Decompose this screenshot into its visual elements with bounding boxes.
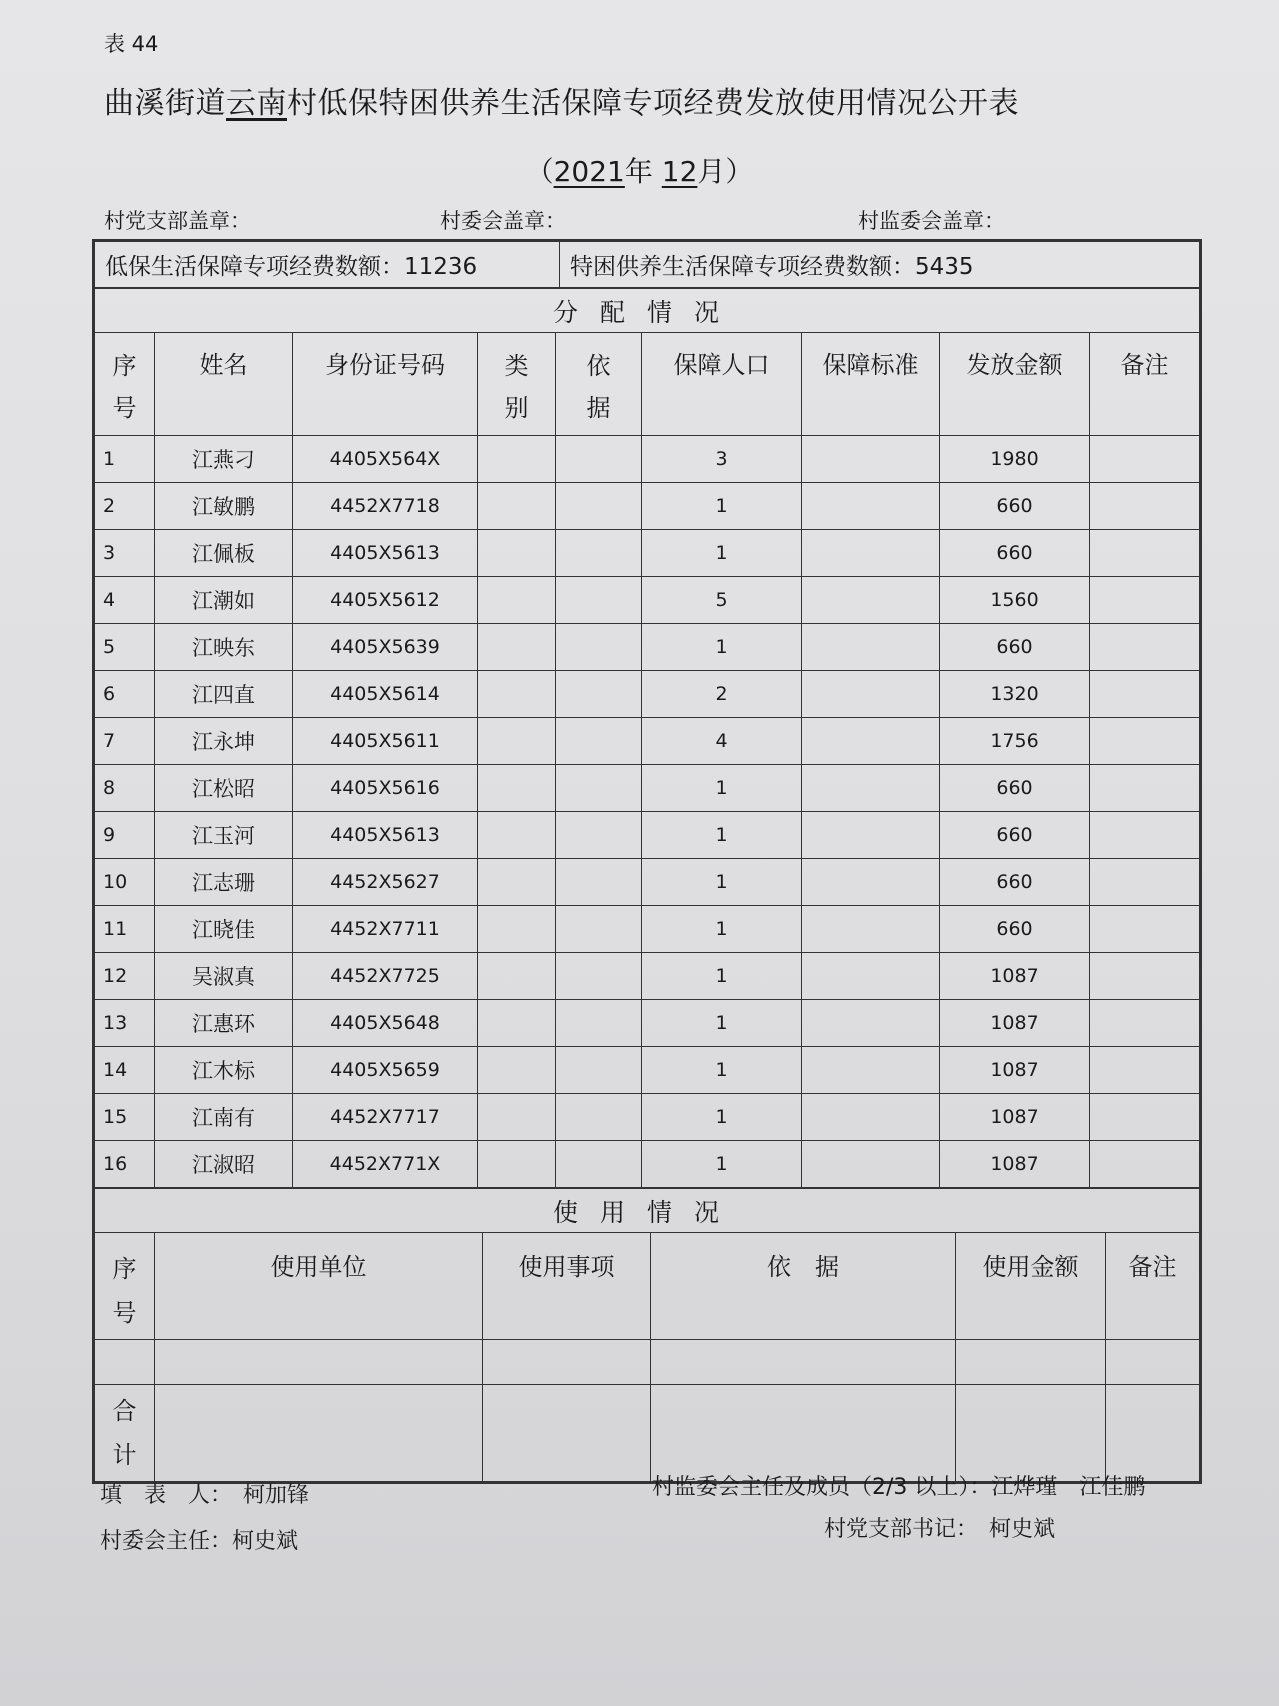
- row-seq: 4: [95, 577, 155, 624]
- table-row: [95, 624, 1200, 671]
- usage-header-seq: 序 号: [95, 1233, 155, 1340]
- row-note: [1090, 1047, 1200, 1094]
- row-basis: [556, 1094, 642, 1141]
- row-seq: 6: [95, 671, 155, 718]
- row-standard: [802, 812, 940, 859]
- row-basis: [556, 1000, 642, 1047]
- row-people: 1: [642, 906, 802, 953]
- row-type: [478, 436, 556, 483]
- main-table-frame: [92, 239, 1202, 1484]
- row-name: 江惠环: [155, 1000, 293, 1047]
- document-title: [104, 78, 1019, 122]
- row-name: 江松昭: [155, 765, 293, 812]
- row-type: [478, 1047, 556, 1094]
- row-seq: 16: [95, 1141, 155, 1188]
- row-amount: 660: [940, 624, 1090, 671]
- row-amount: 1980: [940, 436, 1090, 483]
- row-people: 1: [642, 483, 802, 530]
- usage-header-unit: 使用单位: [155, 1233, 483, 1340]
- row-amount: 660: [940, 530, 1090, 577]
- row-note: [1090, 1141, 1200, 1188]
- row-id: 4452X7717: [293, 1094, 478, 1141]
- fund-table: [94, 241, 1200, 288]
- row-seq: 12: [95, 953, 155, 1000]
- row-id: 4452X7725: [293, 953, 478, 1000]
- row-id: 4405X5616: [293, 765, 478, 812]
- row-basis: [556, 718, 642, 765]
- table-row: [95, 718, 1200, 765]
- row-type: [478, 1000, 556, 1047]
- supervision-members-signature: 村监委会主任及成员（2/3 以上）：江烨瑾 江佳鹏: [652, 1475, 1146, 1500]
- table-row: [95, 436, 1200, 483]
- row-seq: 10: [95, 859, 155, 906]
- row-seq: 15: [95, 1094, 155, 1141]
- row-standard: [802, 953, 940, 1000]
- row-standard: [802, 1000, 940, 1047]
- header-id: 身份证号码: [293, 333, 478, 436]
- header-name: 姓名: [155, 333, 293, 436]
- row-standard: [802, 906, 940, 953]
- row-basis: [556, 436, 642, 483]
- row-standard: [802, 624, 940, 671]
- row-note: [1090, 436, 1200, 483]
- row-name: 江四直: [155, 671, 293, 718]
- row-people: 4: [642, 718, 802, 765]
- row-basis: [556, 1141, 642, 1188]
- row-amount: 1087: [940, 953, 1090, 1000]
- row-people: 3: [642, 436, 802, 483]
- row-standard: [802, 859, 940, 906]
- row-note: [1090, 530, 1200, 577]
- row-amount: 660: [940, 483, 1090, 530]
- row-people: 2: [642, 671, 802, 718]
- row-type: [478, 765, 556, 812]
- usage-header-note: 备注: [1106, 1233, 1200, 1340]
- row-name: 江永坤: [155, 718, 293, 765]
- row-basis: [556, 624, 642, 671]
- row-people: 1: [642, 1141, 802, 1188]
- date-year: 2021: [553, 155, 625, 188]
- header-people: 保障人口: [642, 333, 802, 436]
- committee-director-signature: 村委会主任：柯史斌: [100, 1529, 299, 1554]
- row-name: 江木标: [155, 1047, 293, 1094]
- row-basis: [556, 953, 642, 1000]
- row-amount: 660: [940, 765, 1090, 812]
- table-row: [95, 1141, 1200, 1188]
- row-id: 4452X7718: [293, 483, 478, 530]
- date-open: （: [525, 155, 554, 188]
- row-name: 江燕刁: [155, 436, 293, 483]
- distribution-table: [94, 288, 1200, 1188]
- row-people: 1: [642, 530, 802, 577]
- header-seq: 序 号: [95, 333, 155, 436]
- title-prefix: 曲溪街道: [104, 86, 226, 121]
- row-seq: 1: [95, 436, 155, 483]
- row-type: [478, 671, 556, 718]
- row-seq: 9: [95, 812, 155, 859]
- table-row: [95, 577, 1200, 624]
- title-suffix: 村低保特困供养生活保障专项经费发放使用情况公开表: [287, 86, 1019, 121]
- row-type: [478, 812, 556, 859]
- table-row: [95, 530, 1200, 577]
- row-name: 江淑昭: [155, 1141, 293, 1188]
- row-id: 4405X5648: [293, 1000, 478, 1047]
- row-note: [1090, 765, 1200, 812]
- row-basis: [556, 530, 642, 577]
- date-close: ）: [725, 155, 754, 188]
- distribution-section-title: 分配情况: [95, 289, 1200, 333]
- row-id: 4452X7711: [293, 906, 478, 953]
- row-name: 江玉河: [155, 812, 293, 859]
- table-row: [95, 1000, 1200, 1047]
- row-name: 江佩板: [155, 530, 293, 577]
- row-standard: [802, 1047, 940, 1094]
- row-amount: 1087: [940, 1000, 1090, 1047]
- row-note: [1090, 1094, 1200, 1141]
- row-note: [1090, 953, 1200, 1000]
- distribution-header-row: [95, 333, 1200, 436]
- row-name: 江南有: [155, 1094, 293, 1141]
- supervision-seal-label: 村监委会盖章：: [858, 209, 1005, 233]
- row-standard: [802, 483, 940, 530]
- row-basis: [556, 483, 642, 530]
- row-id: 4405X5613: [293, 530, 478, 577]
- row-id: 4405X5659: [293, 1047, 478, 1094]
- row-note: [1090, 859, 1200, 906]
- row-seq: 2: [95, 483, 155, 530]
- header-note: 备注: [1090, 333, 1200, 436]
- row-note: [1090, 624, 1200, 671]
- usage-table: [94, 1188, 1200, 1482]
- usage-header-row: [95, 1233, 1200, 1340]
- row-name: 江志珊: [155, 859, 293, 906]
- row-people: 1: [642, 953, 802, 1000]
- row-standard: [802, 1141, 940, 1188]
- row-basis: [556, 671, 642, 718]
- committee-seal-label: 村委会盖章：: [440, 209, 566, 233]
- table-row: [95, 1047, 1200, 1094]
- row-amount: 1087: [940, 1047, 1090, 1094]
- row-type: [478, 1094, 556, 1141]
- row-basis: [556, 1047, 642, 1094]
- row-note: [1090, 1000, 1200, 1047]
- row-standard: [802, 718, 940, 765]
- row-people: 1: [642, 1000, 802, 1047]
- row-standard: [802, 436, 940, 483]
- row-type: [478, 624, 556, 671]
- header-amount: 发放金额: [940, 333, 1090, 436]
- row-amount: 1087: [940, 1094, 1090, 1141]
- table-row: [95, 906, 1200, 953]
- row-people: 1: [642, 624, 802, 671]
- row-people: 1: [642, 1094, 802, 1141]
- party-seal-label: 村党支部盖章：: [104, 209, 251, 233]
- row-seq: 11: [95, 906, 155, 953]
- report-period: [0, 150, 1279, 190]
- row-type: [478, 483, 556, 530]
- title-village: 云南: [226, 86, 287, 121]
- row-basis: [556, 577, 642, 624]
- row-note: [1090, 483, 1200, 530]
- row-people: 5: [642, 577, 802, 624]
- row-id: 4405X564X: [293, 436, 478, 483]
- distribution-rows: [95, 436, 1200, 1188]
- row-seq: 8: [95, 765, 155, 812]
- row-seq: 14: [95, 1047, 155, 1094]
- table-row: [95, 812, 1200, 859]
- header-standard: 保障标准: [802, 333, 940, 436]
- row-amount: 1320: [940, 671, 1090, 718]
- dibao-fund: 低保生活保障专项经费数额：11236: [95, 242, 560, 288]
- header-type: 类 别: [478, 333, 556, 436]
- table-row: [95, 953, 1200, 1000]
- row-id: 4405X5639: [293, 624, 478, 671]
- row-people: 1: [642, 1047, 802, 1094]
- usage-section-title: 使用情况: [95, 1189, 1200, 1233]
- row-amount: 660: [940, 812, 1090, 859]
- date-year-unit: 年: [624, 155, 653, 188]
- row-name: 江敏鹏: [155, 483, 293, 530]
- row-people: 1: [642, 812, 802, 859]
- row-type: [478, 906, 556, 953]
- tekun-fund: 特困供养生活保障专项经费数额：5435: [560, 242, 1200, 288]
- row-id: 4405X5611: [293, 718, 478, 765]
- usage-empty-row: [95, 1340, 1200, 1385]
- table-row: [95, 859, 1200, 906]
- row-id: 4405X5613: [293, 812, 478, 859]
- row-amount: 660: [940, 906, 1090, 953]
- usage-total-row: [95, 1385, 1200, 1482]
- row-basis: [556, 859, 642, 906]
- row-name: 江晓佳: [155, 906, 293, 953]
- usage-header-item: 使用事项: [483, 1233, 651, 1340]
- row-standard: [802, 577, 940, 624]
- row-type: [478, 953, 556, 1000]
- row-note: [1090, 577, 1200, 624]
- row-standard: [802, 530, 940, 577]
- row-id: 4405X5614: [293, 671, 478, 718]
- row-amount: 1756: [940, 718, 1090, 765]
- row-note: [1090, 671, 1200, 718]
- row-seq: 5: [95, 624, 155, 671]
- date-month-unit: 月: [697, 155, 726, 188]
- row-name: 江潮如: [155, 577, 293, 624]
- row-basis: [556, 765, 642, 812]
- row-standard: [802, 765, 940, 812]
- row-seq: 13: [95, 1000, 155, 1047]
- row-basis: [556, 906, 642, 953]
- row-name: 吴淑真: [155, 953, 293, 1000]
- row-type: [478, 718, 556, 765]
- row-name: 江映东: [155, 624, 293, 671]
- row-type: [478, 530, 556, 577]
- usage-header-basis: 依 据: [651, 1233, 956, 1340]
- row-amount: 1560: [940, 577, 1090, 624]
- row-type: [478, 577, 556, 624]
- row-note: [1090, 718, 1200, 765]
- row-note: [1090, 906, 1200, 953]
- table-row: [95, 483, 1200, 530]
- table-row: [95, 671, 1200, 718]
- table-row: [95, 1094, 1200, 1141]
- row-amount: 660: [940, 859, 1090, 906]
- row-type: [478, 859, 556, 906]
- row-seq: 7: [95, 718, 155, 765]
- row-id: 4452X5627: [293, 859, 478, 906]
- row-amount: 1087: [940, 1141, 1090, 1188]
- row-people: 1: [642, 859, 802, 906]
- row-people: 1: [642, 765, 802, 812]
- total-label: 合 计: [95, 1385, 155, 1482]
- date-month: 12: [661, 155, 698, 188]
- table-row: [95, 765, 1200, 812]
- row-note: [1090, 812, 1200, 859]
- usage-header-amount: 使用金额: [956, 1233, 1106, 1340]
- header-basis: 依 据: [556, 333, 642, 436]
- row-standard: [802, 1094, 940, 1141]
- row-seq: 3: [95, 530, 155, 577]
- row-standard: [802, 671, 940, 718]
- row-id: 4405X5612: [293, 577, 478, 624]
- party-secretary-signature: 村党支部书记： 柯史斌: [824, 1517, 1056, 1542]
- row-basis: [556, 812, 642, 859]
- filler-signature: 填 表 人： 柯加锋: [100, 1483, 310, 1508]
- row-type: [478, 1141, 556, 1188]
- form-number: 表 44: [104, 32, 159, 56]
- row-id: 4452X771X: [293, 1141, 478, 1188]
